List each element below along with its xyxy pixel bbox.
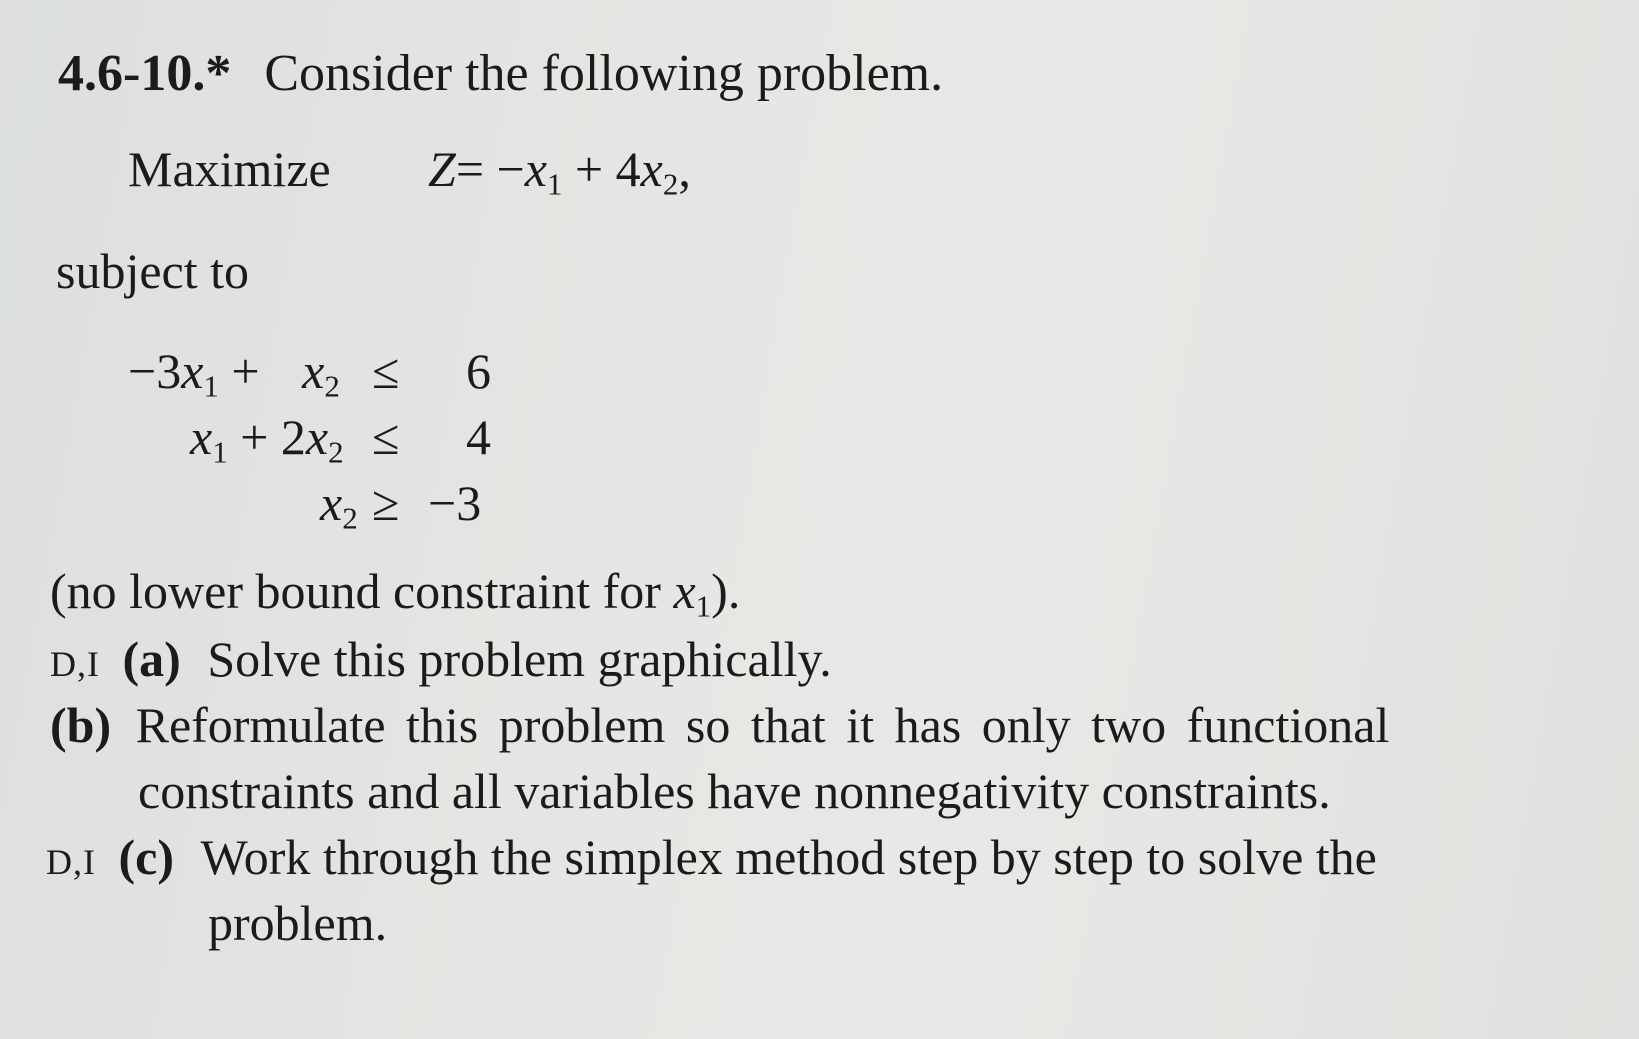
part-a-text: Solve this problem graphically. <box>207 631 832 687</box>
c2-x2-sub: 2 <box>328 434 344 470</box>
constraint-1 <box>128 343 340 404</box>
part-b-line2: constraints and all variables have nonnegativity constraints. <box>138 763 1331 819</box>
part-c-label: (c) <box>118 829 174 885</box>
c2-plus: + 2 <box>227 409 306 465</box>
c3-x2: x <box>320 475 343 531</box>
c2-x1: x <box>190 409 213 465</box>
part-c-line1: Work through the simplex method step by step to solve the <box>200 829 1377 885</box>
c1-relation: ≤ <box>372 343 400 399</box>
part-c <box>46 829 1377 885</box>
c1-x1: x <box>181 343 204 399</box>
c2-rhs: 4 <box>466 409 491 465</box>
objective-z: Z <box>428 141 456 197</box>
part-b-label: (b) <box>50 697 112 753</box>
part-b <box>50 697 1390 753</box>
lower-bound-note <box>50 563 741 624</box>
problem-number: 4.6-10.* <box>58 45 232 102</box>
c2-x2: x <box>305 409 329 465</box>
c3-rhs: −3 <box>428 475 482 531</box>
objective-x1-sub: 1 <box>546 166 563 202</box>
c3-relation: ≥ <box>372 475 400 531</box>
objective-x2: x <box>640 141 663 197</box>
c2-x1-sub: 1 <box>212 434 228 470</box>
note-x: x <box>673 563 696 619</box>
objective-plus: + 4 <box>562 141 641 197</box>
c1-x1-sub: 1 <box>203 368 219 404</box>
constraint-3 <box>320 475 358 536</box>
c2-relation: ≤ <box>372 409 400 465</box>
part-a-tag: D,I <box>50 644 100 684</box>
c1-x2: x <box>302 343 325 399</box>
objective-function <box>428 141 691 202</box>
objective-eq: = − <box>455 141 525 197</box>
part-c-tag: D,I <box>46 842 96 882</box>
note-pre: (no lower bound constraint for <box>50 563 674 619</box>
objective-trail: , <box>678 141 691 197</box>
c3-x2-sub: 2 <box>342 500 358 536</box>
constraint-2 <box>190 409 344 470</box>
part-c-line2: problem. <box>208 895 388 951</box>
subject-to: subject to <box>56 243 250 299</box>
note-sub: 1 <box>695 588 712 624</box>
c1-plus: + <box>218 343 273 399</box>
objective-x1: x <box>524 141 547 197</box>
part-a-label: (a) <box>122 631 181 687</box>
c1-coef: −3 <box>128 343 182 399</box>
note-post: ). <box>711 563 741 619</box>
c1-x2-sub: 2 <box>324 368 340 404</box>
problem-header <box>58 45 944 102</box>
objective-label: Maximize <box>128 141 331 197</box>
part-b-line1: Reformulate this problem so that it has only two functional <box>135 697 1390 753</box>
part-a <box>50 631 832 687</box>
objective-x2-sub: 2 <box>662 166 679 202</box>
problem-intro: Consider the following problem. <box>264 45 944 102</box>
c1-rhs: 6 <box>466 343 491 399</box>
